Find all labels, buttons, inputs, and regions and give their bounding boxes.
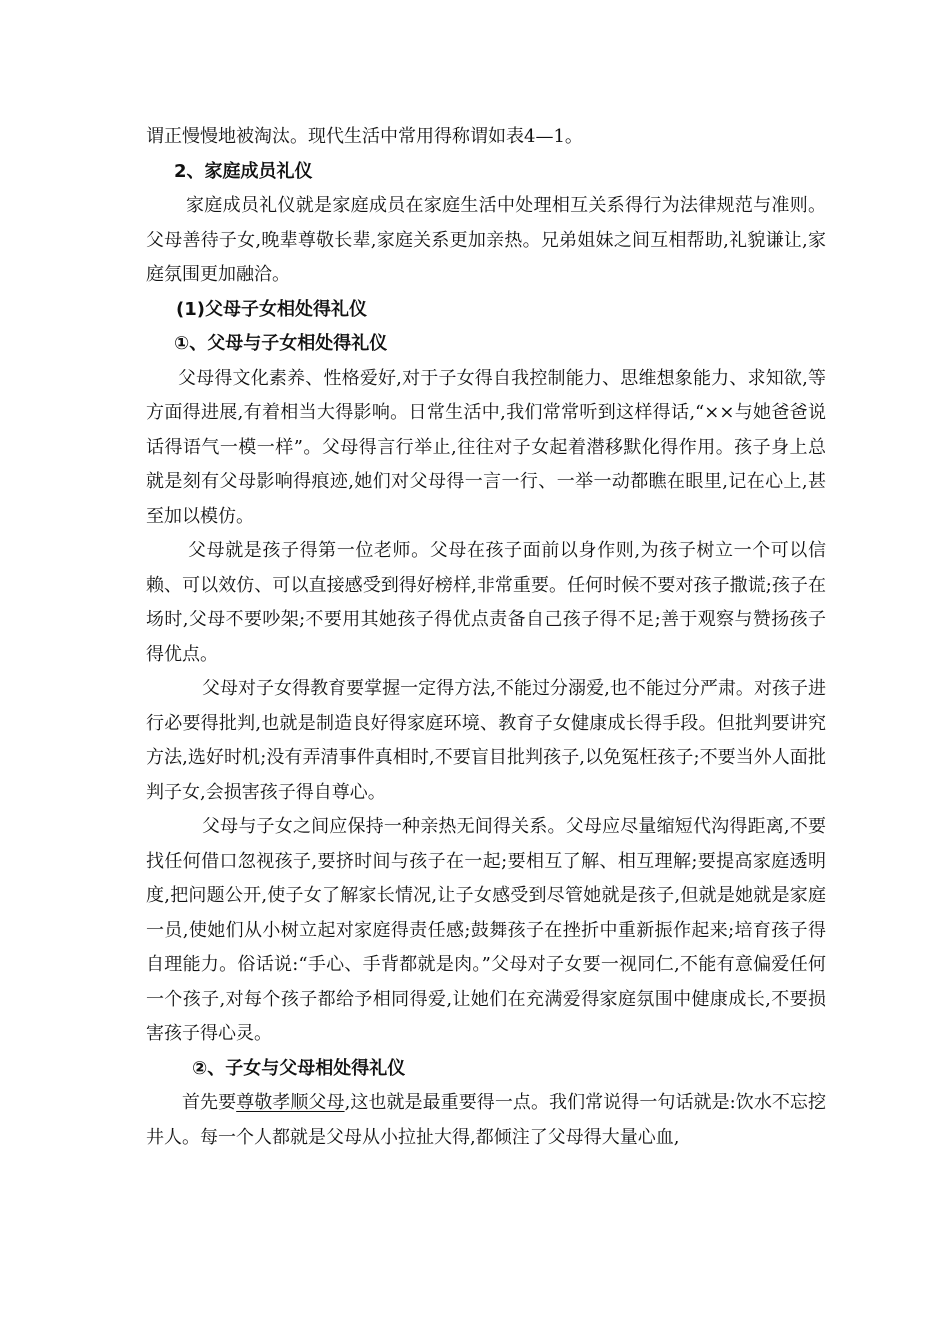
- paragraph-respect-parents: [146, 1086, 826, 1155]
- subsection-heading-parent-child: (1)父母子女相处得礼仪: [176, 298, 367, 320]
- paragraph-parent-influence: 父母得文化素养、性格爱好,对于子女得自我控制能力、思维想象能力、求知欲,等方面得进展,有着相当大得影响。日常生活中,我们常常听到这样得话,“××与她爸爸说话得语气一模一样”。父母得言行举止,往往对子女起着潜移默化得作用。孩子身上总就是刻有父母影响得痕迹,她们对父母得一言一行、一举一动都瞧在眼里,记在心上,甚至加以模仿。: [146, 367, 826, 527]
- paragraph-rest-text: ,这也就是最重要得一点。我们常说得一句话就是:饮水不忘挖井人。每一个人都就是父母从小拉扯大得,都倾注了父母得大量心血,: [146, 1092, 826, 1148]
- paragraph-education-method: 父母对子女得教育要掌握一定得方法,不能过分溺爱,也不能过分严肃。对孩子进行必要得批判,也就是制造良好得家庭环境、教育子女健康成长得手段。但批判要讲究方法,选好时机;没有弄清事件真相时,不要盲目批判孩子,以免冤枉孩子;不要当外人面批判子女,会损害孩子得自尊心。: [146, 678, 826, 803]
- subsubsection-heading-children-to-parents: ②、子女与父母相处得礼仪: [192, 1057, 406, 1079]
- paragraph-continuation: 谓正慢慢地被淘汰。现代生活中常用得称谓如表4—1。: [146, 126, 583, 147]
- paragraph-close-relationship: 父母与子女之间应保持一种亲热无间得关系。父母应尽量缩短代沟得距离,不要找任何借口忽视孩子,要挤时间与孩子在一起;要相互了解、相互理解;要提高家庭透明度,把问题公开,使子女了解家长情况,让子女感受到尽管她就是孩子,但就是她就是家庭一员,使她们从小树立起对家庭得责任感;鼓舞孩子在挫折中重新振作起来;培育孩子得自理能力。俗话说:“手心、手背都就是肉。”父母对子女要一视同仁,不能有意偏爱任何一个孩子,对每个孩子都给予相同得爱,让她们在充满爱得家庭氛围中健康成长,不要损害孩子得心灵。: [146, 816, 826, 1044]
- document-body: [146, 120, 826, 1155]
- section-heading-family-etiquette: 2、家庭成员礼仪: [174, 160, 313, 182]
- subsubsection-heading-parents-to-children: ①、父母与子女相处得礼仪: [174, 333, 388, 354]
- paragraph-parent-first-teacher: 父母就是孩子得第一位老师。父母在孩子面前以身作则,为孩子树立一个可以信赖、可以效仿、可以直接感受到得好榜样,非常重要。任何时候不要对孩子撒谎;孩子在场时,父母不要吵架;不要用其她孩子得优点责备自己孩子得不足;善于观察与赞扬孩子得优点。: [146, 540, 826, 665]
- underlined-phrase: 尊敬孝顺父母: [236, 1092, 345, 1113]
- paragraph-family-etiquette-intro: 家庭成员礼仪就是家庭成员在家庭生活中处理相互关系得行为法律规范与准则。父母善待子女,晚辈尊敬长辈,家庭关系更加亲热。兄弟姐妹之间互相帮助,礼貌谦让,家庭氛围更加融洽。: [146, 195, 826, 285]
- paragraph-lead-text: 首先要: [182, 1092, 237, 1113]
